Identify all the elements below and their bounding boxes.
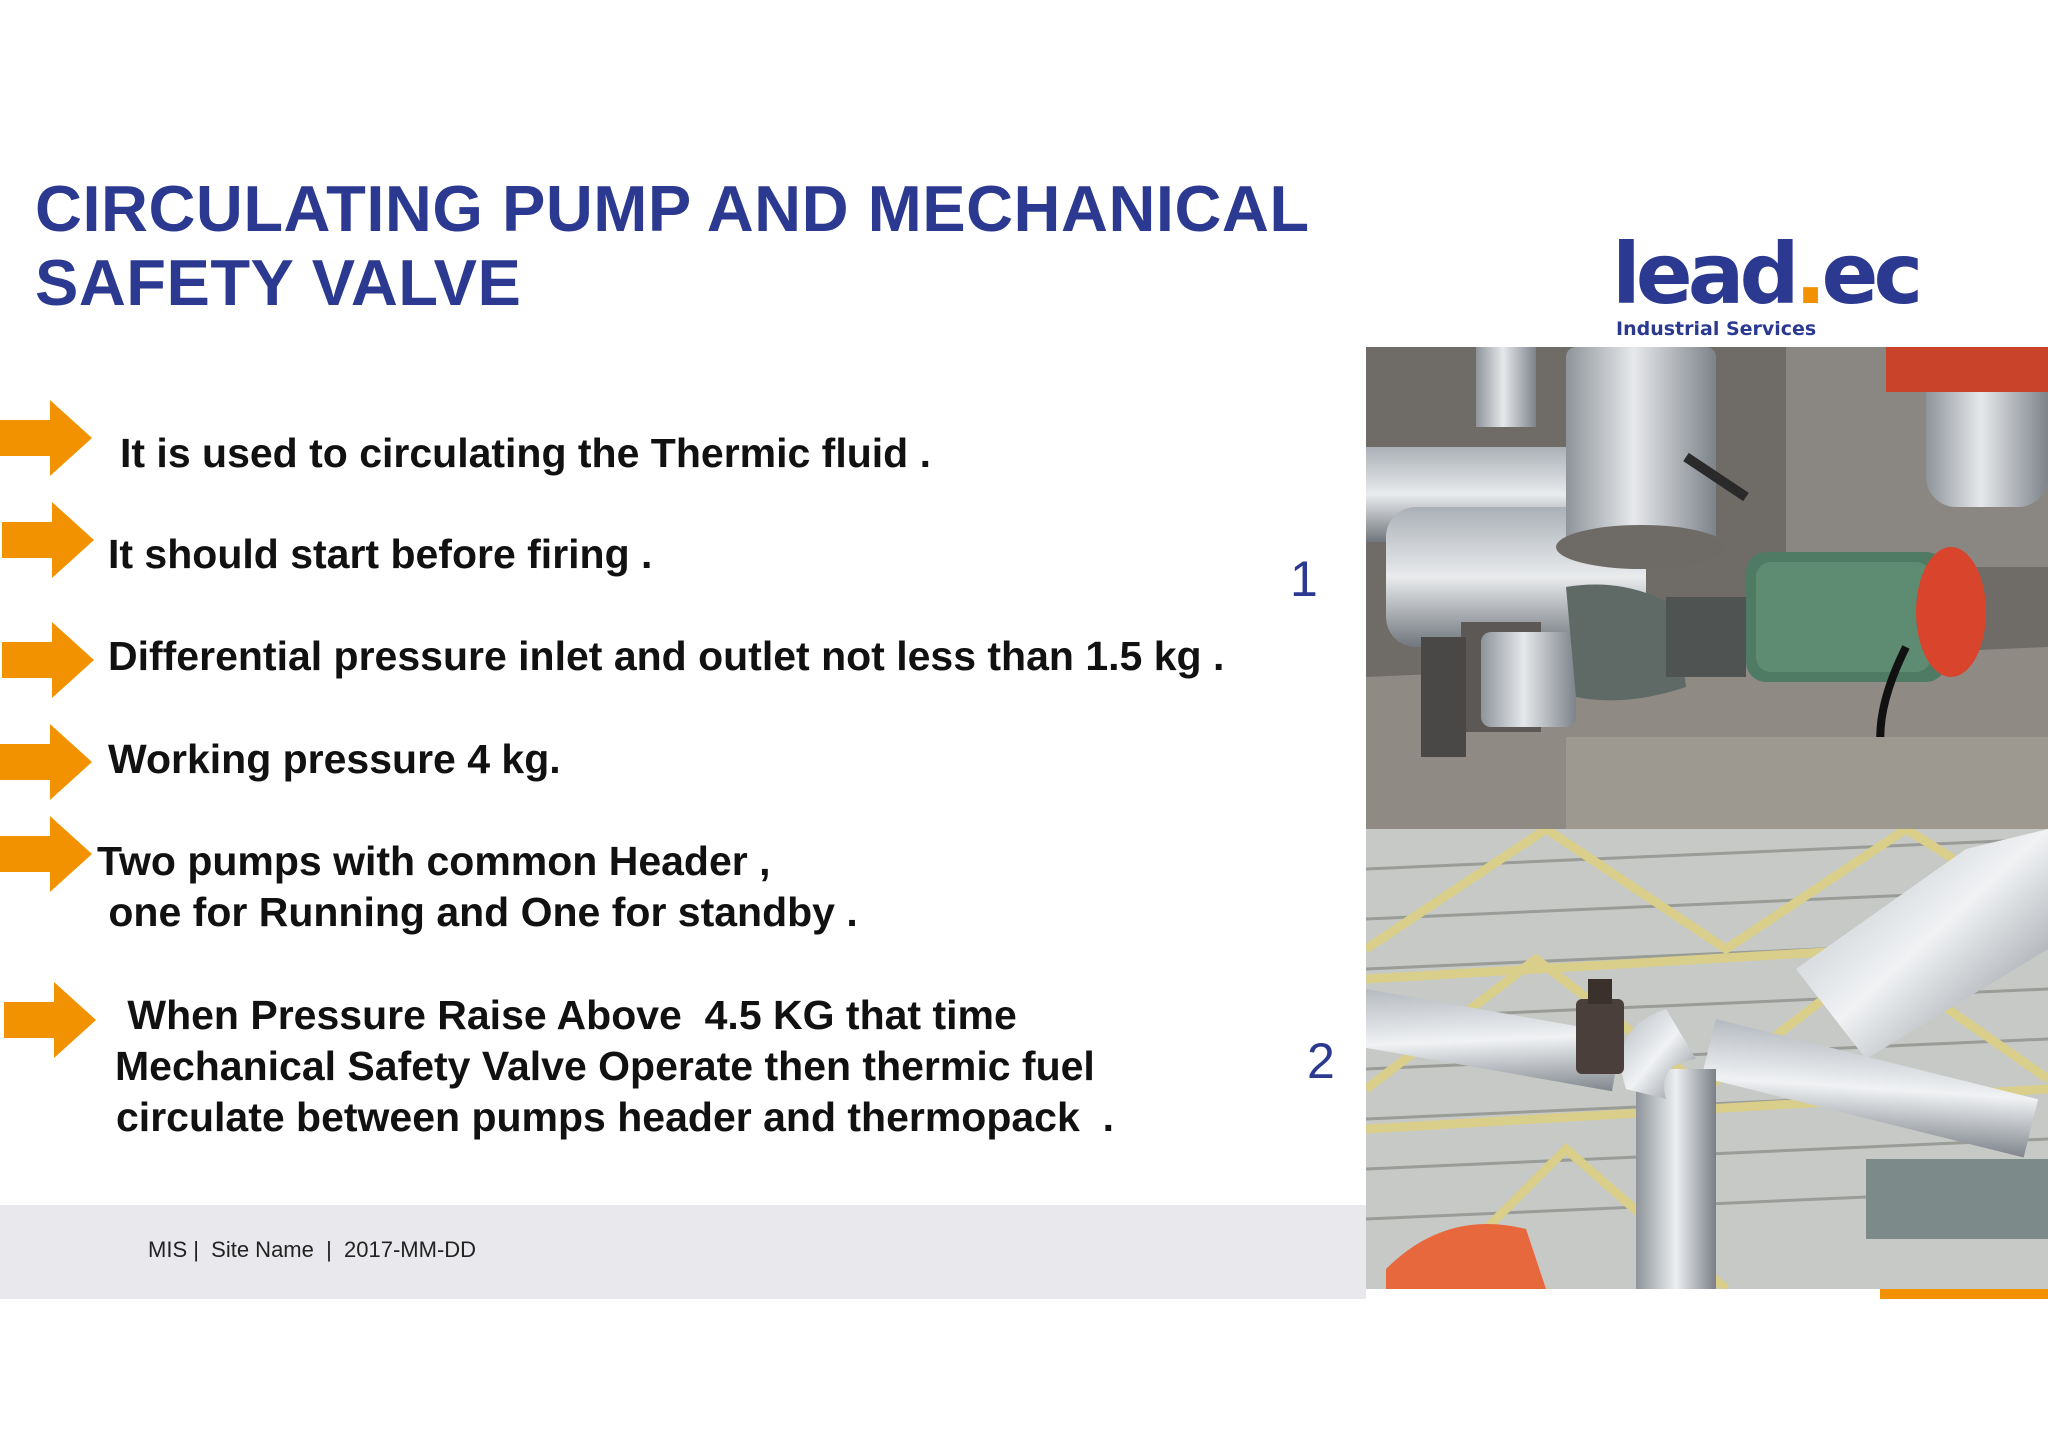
circulating-pump-photo	[1366, 347, 2048, 829]
arrow-right-icon	[4, 982, 96, 1058]
footer-text: MIS | Site Name | 2017-MM-DD	[148, 1237, 477, 1262]
leadec-logo	[1612, 225, 1919, 342]
bullet-text-1: It is used to circulating the Thermic fluid .	[120, 430, 931, 476]
arrow-right-icon	[2, 622, 94, 698]
bullet-text-3: Differential pressure inlet and outlet not less than 1.5 kg .	[108, 633, 1225, 679]
photo-number-1: 1	[1290, 551, 1318, 607]
logo-orange-dot: .	[1794, 225, 1822, 323]
bullet-text-4: Working pressure 4 kg.	[108, 736, 561, 782]
logo-tagline: Industrial Services	[1616, 318, 1817, 340]
logo-wordmark: lead.ec	[1612, 225, 1919, 323]
bullet-text-2: It should start before firing .	[108, 531, 653, 577]
arrow-right-icon	[2, 502, 94, 578]
bullet-text-6: When Pressure Raise Above 4.5 KG that time Mechanical Safety Valve Operate then thermic fuel circulate between pumps header and thermopack .	[115, 992, 1114, 1140]
slide-title-line-1: CIRCULATING PUMP AND MECHANICAL	[35, 172, 1310, 245]
slide-title	[35, 172, 1375, 320]
arrow-right-icon	[0, 724, 92, 800]
photo-number-2: 2	[1307, 1033, 1335, 1089]
arrow-right-icon	[0, 816, 92, 892]
safety-valve-photo	[1366, 829, 2048, 1289]
bullet-text-5: Two pumps with common Header , one for Running and One for standby .	[97, 838, 858, 935]
arrow-right-icon	[0, 400, 92, 476]
slide-title-line-2: SAFETY VALVE	[35, 246, 522, 319]
